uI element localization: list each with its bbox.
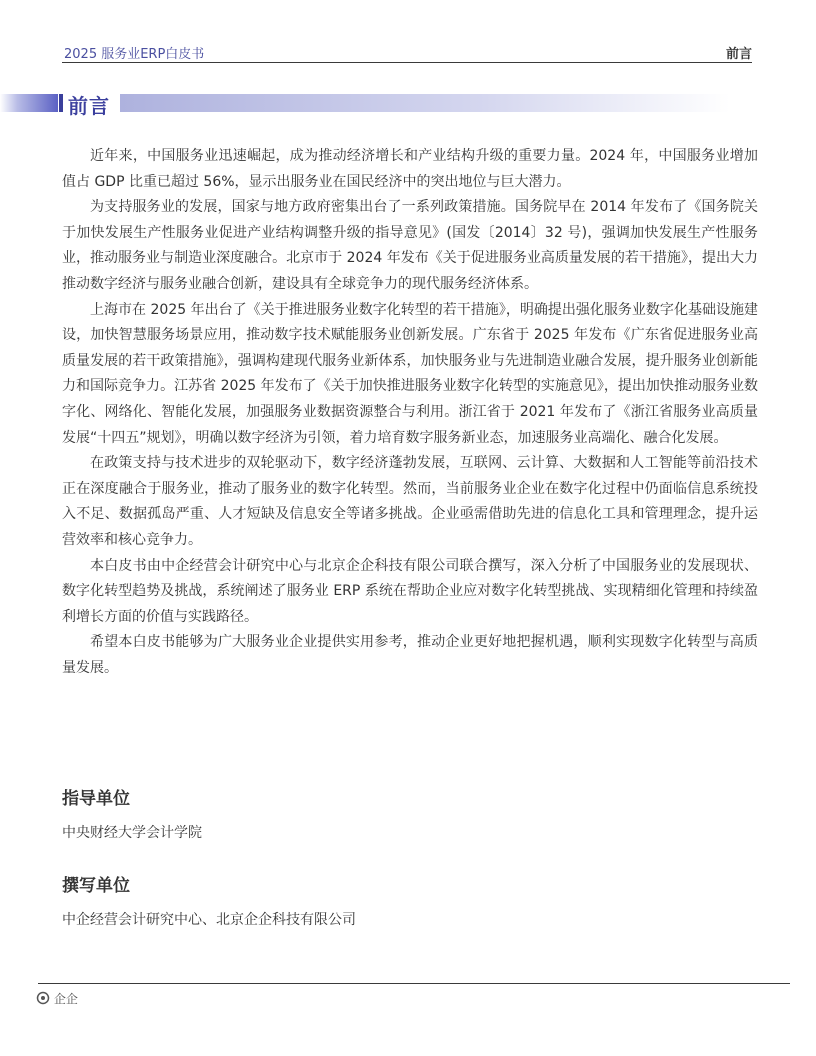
chapter-title-band: [0, 90, 760, 116]
title-accent-bar: [0, 94, 58, 112]
footer-rule: [38, 983, 790, 984]
paragraph: 近年来，中国服务业迅速崛起，成为推动经济增长和产业结构升级的重要力量。2024 年，中国服务业增加值占 GDP 比重已超过 56%，显示出服务业在国民经济中的突出地位与巨大潜力。: [62, 148, 758, 190]
guidance-value: 中央财经大学会计学院: [62, 825, 202, 841]
paragraph: 希望本白皮书能够为广大服务业企业提供实用参考，推动企业更好地把握机遇，顺利实现数字化转型与高质量发展。: [62, 634, 758, 676]
authors-value: 中企经营会计研究中心、北京企企科技有限公司: [62, 912, 356, 928]
page-title: 前言: [68, 94, 110, 118]
footer-logo-text: 企企: [53, 992, 78, 1006]
paragraph: 上海市在 2025 年出台了《关于推进服务业数字化转型的若干措施》，明确提出强化服务业数字化基础设施建设，加快智慧服务场景应用，推动数字技术赋能服务业创新发展。广东省于 2025 年发布《广东省促进服务业高质量发展的若干政策措施》，强调构建现代服务业新体系，加快服务业与先进制造业融合发展，提升服务业创新能力和国际竞争力。江苏省 2025 年发布了《关于加快推进服务业数字化转型的实施意见》，提出加快推动服务业数字化、网络化、智能化发展，加强服务业数据资源整合与利用。浙江省于 2021 年发布了《浙江省服务业高质量发展“十四五”规划》，明确以数字经济为引领，着力培育数字服务新业态，加速服务业高端化、融合化发展。: [62, 301, 758, 446]
document-title: 2025 服务业ERP白皮书: [64, 47, 205, 62]
paragraph: 本白皮书由中企经营会计研究中心与北京企企科技有限公司联合撰写，深入分析了中国服务业的发展现状、数字化转型趋势及挑战，系统阐述了服务业 ERP 系统在帮助企业应对数字化转型挑战、实现精细化管理和持续盈利增长方面的价值与实践路径。: [62, 557, 758, 625]
paragraph: 为支持服务业的发展，国家与地方政府密集出台了一系列政策措施。国务院早在 2014 年发布了《国务院关于加快发展生产性服务业促进产业结构调整升级的指导意见》(国发〔2014〕32 号)，强调加快发展生产性服务业，推动服务业与制造业深度融合。北京市于 2024 年发布《关于促进服务业高质量发展的若干措施》，提出大力推动数字经济与服务业融合创新，建设具有全球竞争力的现代服务经济体系。: [62, 199, 758, 292]
company-logo-icon: [36, 991, 50, 1005]
section-label: 前言: [725, 47, 752, 62]
preface-body: [62, 144, 758, 681]
title-accent-mark: [59, 94, 63, 112]
guidance-heading: 指导单位: [62, 789, 130, 809]
authors-heading: 撰写单位: [62, 876, 130, 896]
title-fade-bar: [120, 94, 730, 112]
footer-logo: [36, 990, 78, 1007]
running-header: [62, 42, 752, 63]
paragraph: 在政策支持与技术进步的双轮驱动下，数字经济蓬勃发展，互联网、云计算、大数据和人工智能等前沿技术正在深度融合于服务业，推动了服务业的数字化转型。然而，当前服务业企业在数字化过程中仍面临信息系统投入不足、数据孤岛严重、人才短缺及信息安全等诸多挑战。企业亟需借助先进的信息化工具和管理理念，提升运营效率和核心竞争力。: [62, 455, 758, 548]
